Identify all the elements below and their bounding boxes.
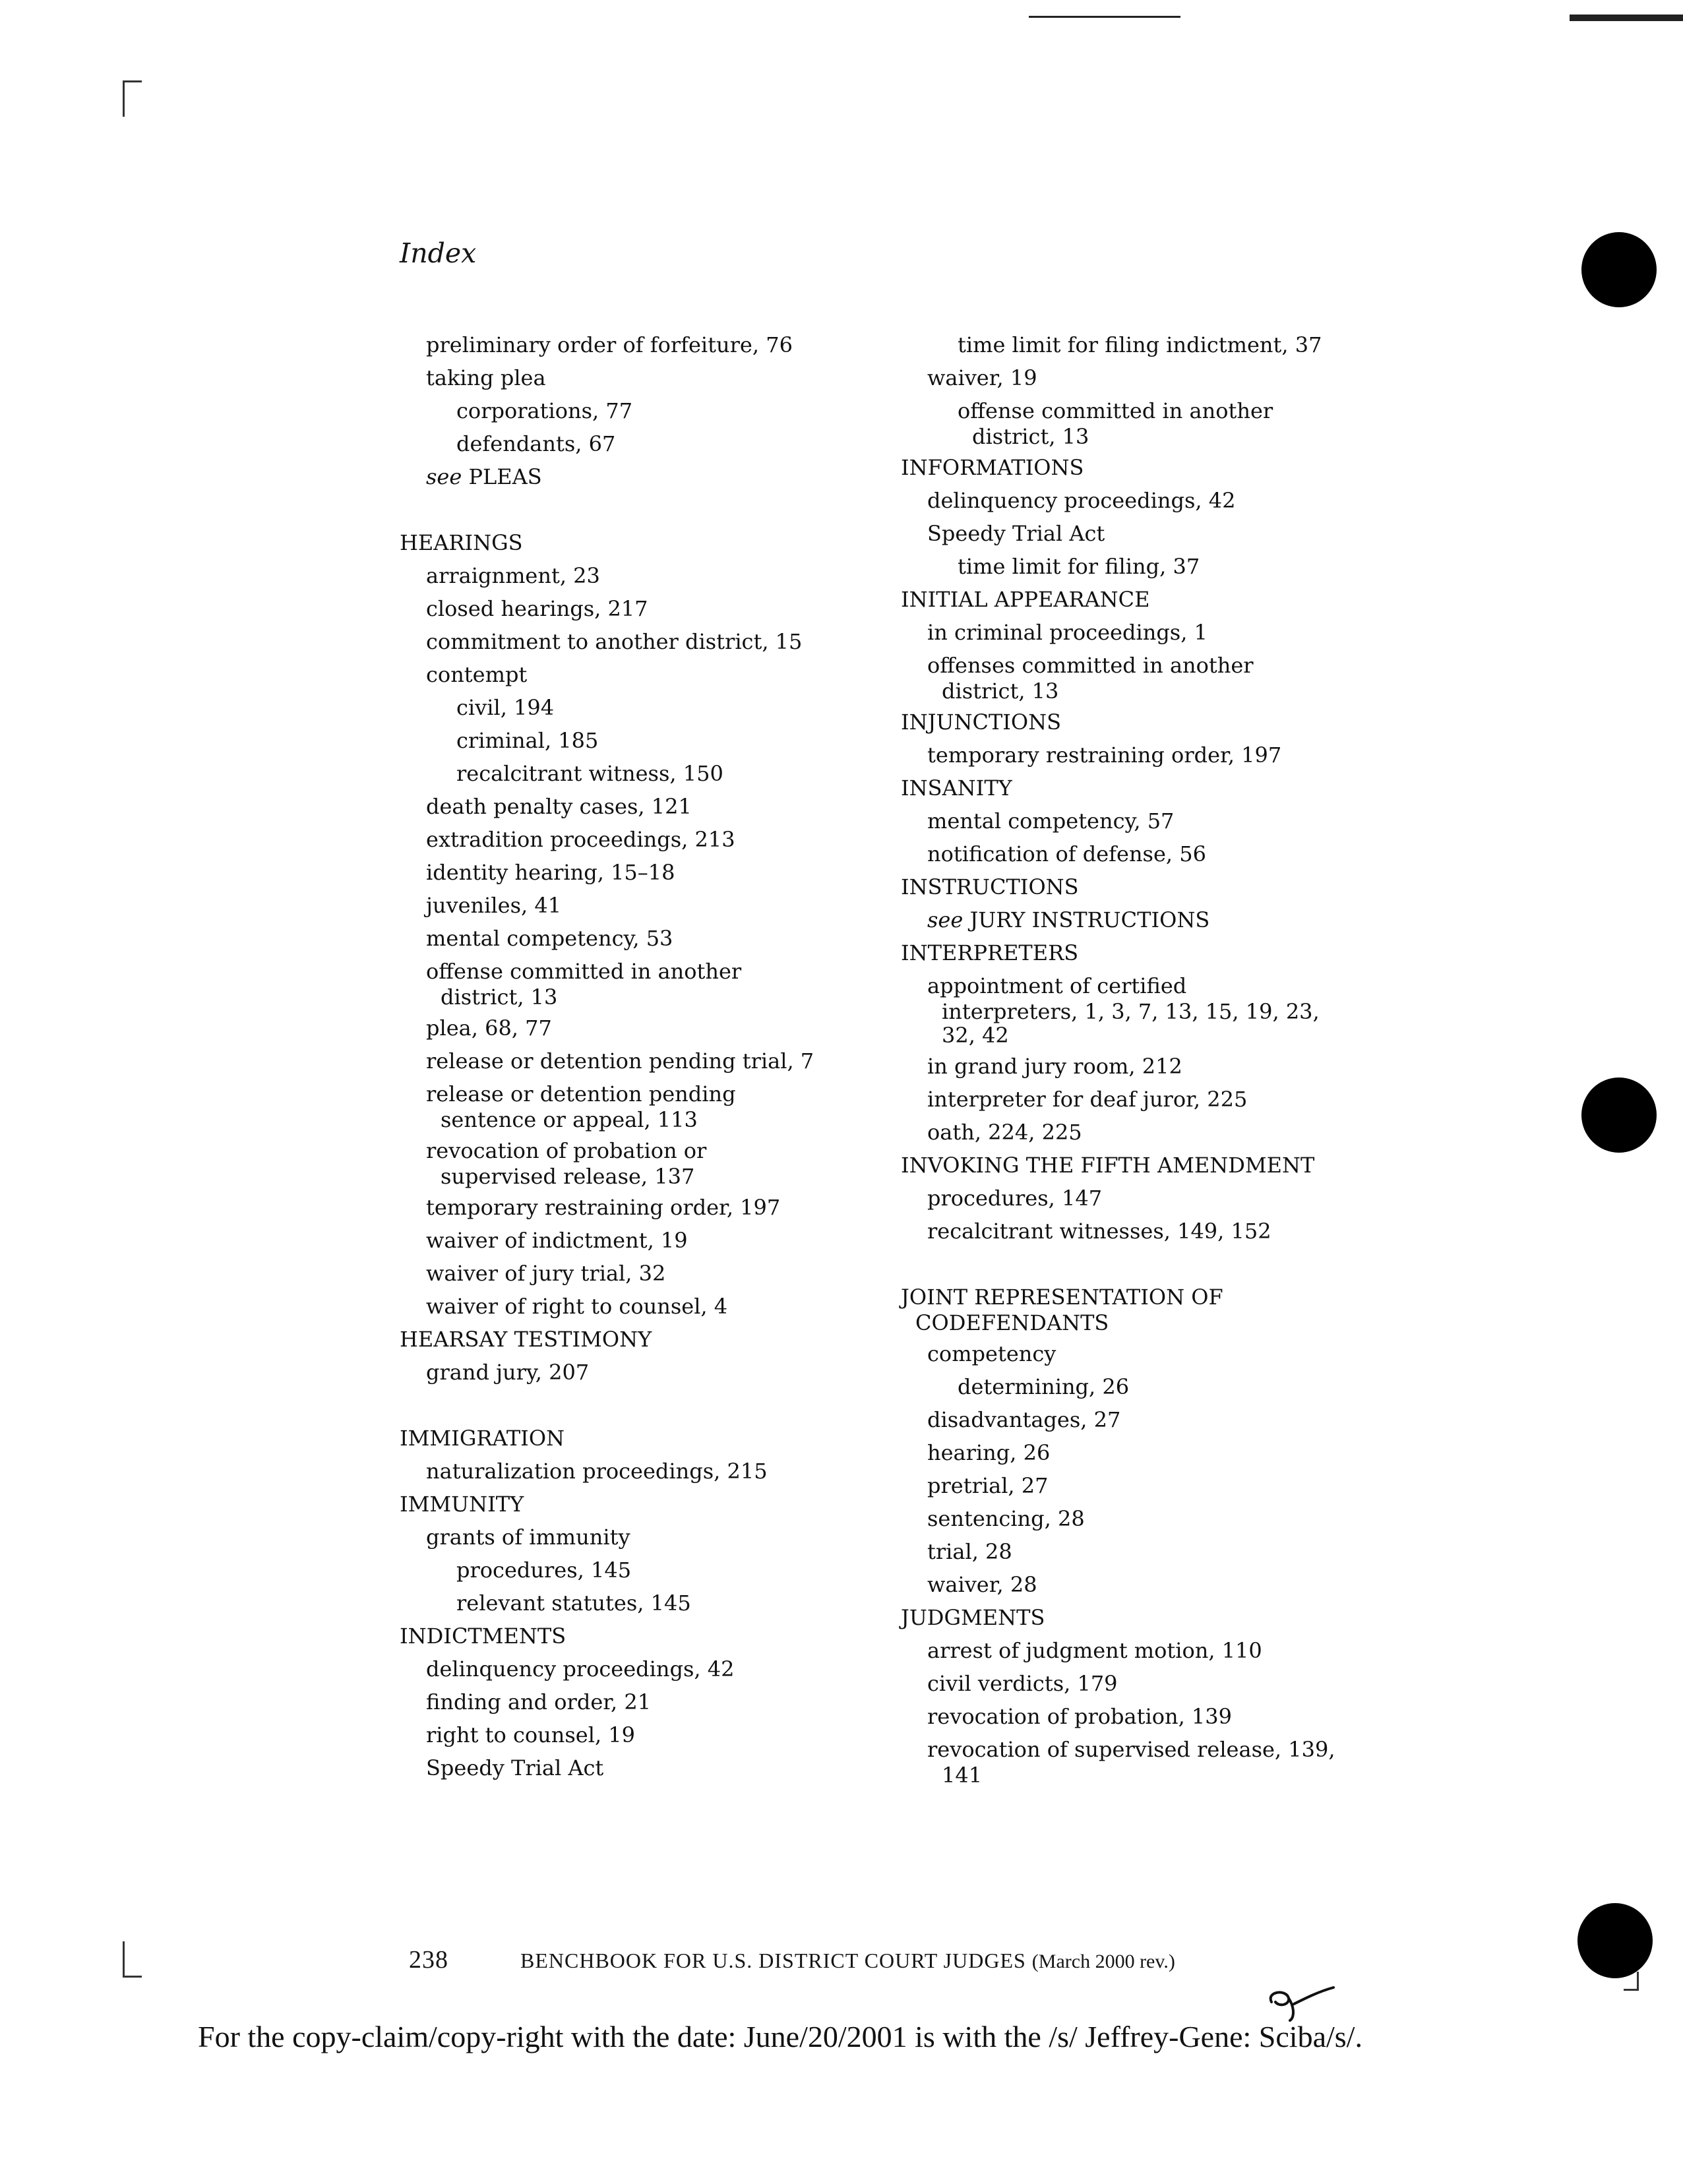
index-subentry — [901, 1469, 1349, 1502]
index-entry-text: right to counsel, 19 — [426, 1722, 636, 1747]
index-entry-text: release or detention pending trial, 7 — [426, 1048, 814, 1074]
index-entry-text: civil verdicts, 179 — [927, 1671, 1118, 1696]
index-entry-text: time limit for filing, 37 — [958, 554, 1200, 579]
index-entry-text: relevant statutes, 145 — [456, 1591, 691, 1616]
index-heading-entry — [400, 526, 940, 559]
index-entry-text: finding and order, 21 — [426, 1689, 652, 1714]
index-entry-text: JURY INSTRUCTIONS — [963, 907, 1210, 932]
index-entry-text: mental competency, 57 — [927, 808, 1175, 834]
index-subentry — [901, 484, 1349, 517]
index-entry-text: waiver, 19 — [927, 365, 1037, 390]
index-entry-text: HEARINGS — [400, 530, 523, 555]
index-subentry — [400, 328, 940, 361]
index-subentry — [400, 757, 940, 790]
index-heading-entry — [901, 706, 1349, 739]
index-subentry — [901, 1436, 1349, 1469]
index-subentry — [400, 559, 940, 592]
index-entry-text: INSTRUCTIONS — [901, 874, 1079, 899]
index-heading-entry — [901, 936, 1349, 969]
index-subentry — [400, 856, 940, 889]
index-entry-continuation: district, 13 — [942, 679, 1059, 704]
index-subentry — [400, 1134, 940, 1190]
index-subentry — [901, 1568, 1349, 1601]
see-reference: see — [927, 907, 964, 932]
index-entry-text: preliminary order of forfeiture, 76 — [426, 332, 793, 357]
index-entry-text: contempt — [426, 662, 528, 687]
index-entry-text: civil, 194 — [456, 695, 555, 720]
index-entry-text: Speedy Trial Act — [426, 1755, 604, 1780]
index-subentry — [400, 1455, 940, 1488]
index-entry-text: commitment to another district, 15 — [426, 629, 803, 654]
scan-mark-top — [1029, 16, 1180, 18]
index-subentry — [400, 1653, 940, 1685]
index-entry-text: criminal, 185 — [456, 728, 599, 753]
index-subentry — [901, 1182, 1349, 1215]
index-entry-text: revocation of probation, 139 — [927, 1704, 1232, 1729]
index-heading-entry — [400, 1488, 940, 1521]
index-entry-text: temporary restraining order, 197 — [927, 743, 1282, 768]
index-subentry — [901, 1700, 1349, 1733]
index-entry-text: grand jury, 207 — [426, 1360, 590, 1385]
index-entry-text: INTERPRETERS — [901, 940, 1079, 965]
index-subentry — [400, 460, 940, 493]
index-entry-text: offense committed in another — [958, 398, 1273, 423]
index-subentry — [901, 1733, 1349, 1788]
handwritten-signature-mark — [1260, 1982, 1339, 2022]
index-entry-text: INJUNCTIONS — [901, 710, 1062, 735]
index-entry-text: extradition proceedings, 213 — [426, 827, 735, 852]
index-entry-text: INDICTMENTS — [400, 1623, 566, 1649]
index-entry-continuation: 141 — [942, 1763, 983, 1788]
index-gap — [400, 493, 940, 526]
index-subentry — [400, 1290, 940, 1323]
index-entry-text: procedures, 147 — [927, 1186, 1103, 1211]
index-subentry — [400, 625, 940, 658]
index-heading-entry — [901, 583, 1349, 616]
index-subentry — [400, 691, 940, 724]
index-heading-entry — [400, 1323, 940, 1356]
index-subentry — [901, 550, 1349, 583]
index-heading-entry — [901, 1149, 1349, 1182]
index-subentry — [400, 889, 940, 922]
index-entry-text: competency — [927, 1341, 1056, 1366]
index-subentry — [901, 1403, 1349, 1436]
index-entry-text: revocation of supervised release, 139, — [927, 1737, 1335, 1762]
copyright-note: For the copy-claim/copy-right with the date: June/20/2001 is with the /s/ Jeffrey-Gene: Sciba/s/. — [198, 2020, 1362, 2053]
punch-hole-top — [1581, 232, 1657, 307]
index-subentry — [400, 922, 940, 955]
index-subentry — [400, 790, 940, 823]
page-heading: Index — [400, 237, 477, 269]
index-entry-text: death penalty cases, 121 — [426, 794, 692, 819]
crop-mark-bottom-left — [123, 1941, 142, 1978]
page-number: 238 — [409, 1946, 448, 1974]
index-entry-text: arraignment, 23 — [426, 563, 600, 588]
index-entry-continuation: district, 13 — [441, 985, 558, 1010]
index-entry-text: waiver of indictment, 19 — [426, 1228, 688, 1253]
index-subentry — [400, 1554, 940, 1587]
index-entry-text: plea, 68, 77 — [426, 1016, 552, 1041]
index-subentry — [901, 328, 1349, 361]
index-entry-text: naturalization proceedings, 215 — [426, 1459, 768, 1484]
index-entry-text: waiver of right to counsel, 4 — [426, 1294, 728, 1319]
index-heading-entry — [400, 1422, 940, 1455]
index-entry-text: trial, 28 — [927, 1539, 1012, 1564]
index-entry-continuation: sentence or appeal, 113 — [441, 1107, 698, 1132]
index-subentry — [400, 427, 940, 460]
index-entry-continuation: supervised release, 137 — [441, 1164, 695, 1189]
index-entry-text: waiver, 28 — [927, 1572, 1037, 1597]
index-subentry — [400, 1718, 940, 1751]
index-entry-text: grants of immunity — [426, 1525, 630, 1550]
index-heading-entry — [901, 870, 1349, 903]
index-entry-text: HEARSAY TESTIMONY — [400, 1327, 652, 1352]
index-subentry — [400, 592, 940, 625]
punch-hole-middle — [1581, 1077, 1657, 1153]
index-entry-text: revocation of probation or — [426, 1138, 707, 1163]
index-subentry — [901, 1535, 1349, 1568]
index-entry-text: INFORMATIONS — [901, 455, 1084, 480]
index-entry-text: IMMUNITY — [400, 1492, 524, 1517]
index-subentry — [901, 1502, 1349, 1535]
index-entry-continuation: interpreters, 1, 3, 7, 13, 15, 19, 23, — [942, 999, 1320, 1024]
index-entry-text: oath, 224, 225 — [927, 1120, 1082, 1145]
see-reference: see — [426, 464, 462, 489]
index-gap — [901, 1248, 1349, 1281]
punch-hole-bottom — [1577, 1903, 1653, 1978]
index-entry-text: in criminal proceedings, 1 — [927, 620, 1208, 645]
index-subentry — [400, 1751, 940, 1784]
index-entry-text: defendants, 67 — [456, 431, 616, 456]
index-entry-text: temporary restraining order, 197 — [426, 1195, 781, 1220]
index-subentry — [901, 739, 1349, 772]
index-heading-entry — [400, 1620, 940, 1653]
index-entry-text: INVOKING THE FIFTH AMENDMENT — [901, 1153, 1315, 1178]
index-subentry — [901, 1116, 1349, 1149]
index-entry-text: recalcitrant witnesses, 149, 152 — [927, 1219, 1271, 1244]
scan-mark-top-right — [1570, 15, 1683, 21]
index-subentry — [901, 837, 1349, 870]
index-subentry — [400, 724, 940, 757]
index-subentry — [901, 361, 1349, 394]
index-subentry — [400, 361, 940, 394]
index-subentry — [901, 1050, 1349, 1083]
index-subentry — [400, 1012, 940, 1045]
index-subentry — [901, 394, 1349, 450]
index-entry-text: release or detention pending — [426, 1081, 736, 1107]
index-entry-text: disadvantages, 27 — [927, 1407, 1121, 1432]
index-entry-text: arrest of judgment motion, 110 — [927, 1638, 1262, 1663]
index-subentry — [901, 1215, 1349, 1248]
index-subentry — [400, 1685, 940, 1718]
index-entry-text: delinquency proceedings, 42 — [927, 488, 1236, 513]
index-entry-continuation: 32, 42 — [942, 1023, 1009, 1048]
index-entry-text: corporations, 77 — [456, 398, 633, 423]
index-entry-text: recalcitrant witness, 150 — [456, 761, 723, 786]
index-subentry — [400, 658, 940, 691]
index-entry-text: determining, 26 — [958, 1374, 1130, 1399]
index-entry-text: INITIAL APPEARANCE — [901, 587, 1150, 612]
page-footer — [409, 1945, 1175, 1974]
index-entry-text: juveniles, 41 — [426, 893, 562, 918]
index-heading-entry — [901, 1281, 1349, 1336]
crop-mark-top-left — [123, 80, 142, 117]
index-entry-text: waiver of jury trial, 32 — [426, 1261, 666, 1286]
index-entry-continuation: CODEFENDANTS — [915, 1310, 1109, 1335]
index-subentry — [400, 1045, 940, 1077]
index-entry-text: Speedy Trial Act — [927, 521, 1105, 546]
index-subentry — [901, 1337, 1349, 1370]
index-entry-text: delinquency proceedings, 42 — [426, 1656, 735, 1682]
index-heading-entry — [901, 772, 1349, 804]
index-subentry — [400, 1587, 940, 1620]
index-subentry — [400, 955, 940, 1010]
index-subentry — [400, 1224, 940, 1257]
index-entry-continuation: district, 13 — [972, 424, 1089, 449]
index-entry-text: in grand jury room, 212 — [927, 1054, 1182, 1079]
index-subentry — [400, 394, 940, 427]
index-entry-text: offense committed in another — [426, 959, 742, 984]
index-subentry — [901, 1083, 1349, 1116]
index-heading-entry — [901, 451, 1349, 484]
index-subentry — [901, 1667, 1349, 1700]
index-subentry — [400, 1257, 940, 1290]
index-subentry — [901, 804, 1349, 837]
index-entry-text: sentencing, 28 — [927, 1506, 1085, 1531]
index-entry-text: appointment of certified — [927, 973, 1187, 998]
index-subentry — [901, 969, 1349, 1048]
index-subentry — [901, 903, 1349, 936]
index-entry-text: IMMIGRATION — [400, 1426, 565, 1451]
index-column-right — [901, 328, 1349, 1790]
index-subentry — [400, 1077, 940, 1133]
index-subentry — [901, 649, 1349, 704]
index-entry-text: time limit for filing indictment, 37 — [958, 332, 1322, 357]
index-subentry — [400, 1356, 940, 1389]
index-subentry — [901, 616, 1349, 649]
index-subentry — [901, 1634, 1349, 1667]
index-heading-entry — [901, 1601, 1349, 1634]
index-subentry — [901, 1370, 1349, 1403]
index-column-left — [400, 328, 940, 1784]
index-subentry — [400, 823, 940, 856]
index-entry-text: interpreter for deaf juror, 225 — [927, 1087, 1248, 1112]
index-entry-text: JUDGMENTS — [901, 1605, 1045, 1630]
index-entry-text: JOINT REPRESENTATION OF — [901, 1285, 1223, 1310]
revision-note: (March 2000 rev.) — [1031, 1951, 1175, 1972]
book-title: BENCHBOOK FOR U.S. DISTRICT COURT JUDGES — [520, 1949, 1026, 1972]
index-entry-text: procedures, 145 — [456, 1558, 632, 1583]
index-entry-text: offenses committed in another — [927, 653, 1254, 678]
index-entry-text: notification of defense, 56 — [927, 841, 1206, 866]
index-entry-text: identity hearing, 15–18 — [426, 860, 675, 885]
index-entry-text: mental competency, 53 — [426, 926, 673, 951]
index-subentry — [400, 1521, 940, 1554]
index-entry-text: PLEAS — [462, 464, 542, 489]
index-subentry — [400, 1191, 940, 1224]
index-gap — [400, 1389, 940, 1422]
index-subentry — [901, 517, 1349, 550]
index-entry-text: INSANITY — [901, 775, 1012, 801]
index-entry-text: closed hearings, 217 — [426, 596, 648, 621]
index-entry-text: hearing, 26 — [927, 1440, 1051, 1465]
index-entry-text: pretrial, 27 — [927, 1473, 1049, 1498]
index-entry-text: taking plea — [426, 365, 546, 390]
